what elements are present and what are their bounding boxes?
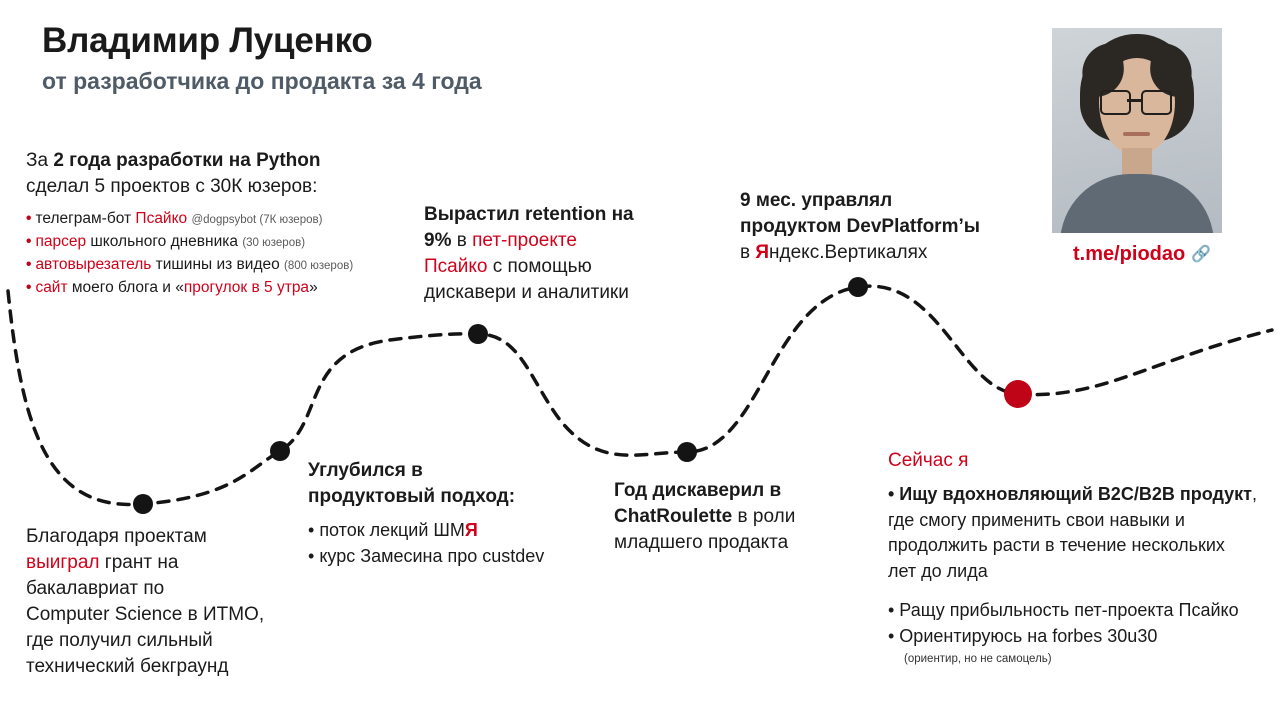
shoulders-shape [1060,174,1214,233]
list-item [26,277,406,300]
devplatform-line-2: продуктом DevPlatform’ы [740,216,980,238]
retention-project: Псайко [424,256,488,278]
now-title: Сейчас я [888,450,969,471]
retention-line-4: дискавери и аналитики [424,282,629,304]
chatroulette-line-3: младшего продакта [614,532,789,554]
item-accent: парсер [35,232,87,250]
block-python [26,148,406,300]
grant-line-6: технический бекграунд [26,656,229,678]
chatroulette-line-2 [614,504,854,530]
page-title: Владимир Луценко [42,21,373,60]
retention-line-3-rest: с помощью [487,256,592,278]
python-line-1-bold: 2 года разработки на Python [53,150,321,171]
item-text: • [308,545,320,566]
timeline-dot [270,441,290,461]
now-item-bold: • Ищу вдохновляющий B2C/B2B продукт [888,484,1252,505]
chatroulette-line-1: Год дискаверил в [614,480,782,501]
bullet-icon: • [26,255,32,273]
bullet-icon: • [26,278,32,296]
avatar [1052,28,1222,233]
item-accent-2: прогулок в 5 утра [183,278,310,296]
grant-line-1: Благодаря проектам [26,526,207,547]
item-text-main: поток лекций ШМ [319,520,465,541]
list-item [888,598,1258,624]
item-accent: Псайко [135,210,188,228]
block-now [888,448,1258,665]
grant-line-4: Computer Science в ИТМО, [26,604,265,626]
timeline-dot [468,324,488,344]
glasses-left-icon [1100,90,1131,115]
page-subtitle: от разработчика до продакта за 4 года [42,67,482,94]
item-text: моего блога и « [67,278,184,296]
item-note: (30 юзеров) [242,236,306,249]
retention-line-2-mid: в [451,230,473,252]
devplatform-line-3-rest: ндекс.Вертикалях [769,242,928,264]
item-text: телеграм-бот [35,210,136,228]
glasses-right-icon [1141,90,1172,115]
item-text: • [308,520,320,541]
devplatform-line-3-lead: в [740,242,756,264]
now-note: (ориентир, но не самоцель) [904,653,1052,666]
now-item-rest: , где смогу применить свои навыки и продолжить расти в течение нескольких лет до лида [888,484,1257,581]
item-note: @dogpsybot (7К юзеров) [191,214,323,227]
retention-accent: пет-проекте [472,230,577,252]
retention-line-2 [424,228,684,254]
item-accent: сайт [35,278,68,296]
telegram-handle: t.me/piodao [1073,243,1186,265]
bullet-icon: • [26,232,32,250]
glasses-bridge-icon [1127,99,1141,102]
python-line-1-lead: За [26,150,54,171]
grant-accent: выиграл [26,552,100,574]
grant-line-5: где получил сильный [26,630,213,652]
timeline-dot-current [1004,380,1032,408]
list-item [26,254,406,277]
retention-percent: 9% [424,230,452,252]
retention-line-1: Вырастил retention на [424,204,634,225]
timeline-dot [133,494,153,514]
list-item [888,482,1258,584]
mouth-shape [1123,132,1150,136]
devplatform-line-3 [740,240,1030,266]
list-item [26,208,406,231]
grant-line-2 [26,550,316,576]
python-line-1 [26,148,406,174]
timeline-dot [677,442,697,462]
item-accent: автовырезатель [35,255,152,273]
chatroulette-line-2-rest: в роли [732,506,796,528]
item-text: тишины из видео [151,255,280,273]
yandex-logo-letter: Я [755,242,770,264]
item-text-end: » [309,278,318,296]
list-item [888,624,1258,650]
list-item [308,544,588,570]
block-grant [26,524,316,680]
approach-line-1: Углубился в [308,460,423,481]
python-line-2: сделал 5 проектов с 30К юзеров: [26,176,318,198]
retention-line-3 [424,254,684,280]
block-chatroulette [614,478,854,556]
item-accent: Я [464,520,478,541]
timeline-dot [848,277,868,297]
item-text-main: курс Замесина про custdev [319,545,545,566]
grant-line-3: бакалавриат по [26,578,165,600]
grant-line-2-rest: грант на [99,552,179,574]
telegram-link[interactable] [1073,243,1211,266]
chatroulette-name: ChatRoulette [614,506,733,528]
approach-line-2: продуктовый подход: [308,486,516,508]
list-item [26,231,406,254]
header [42,22,482,95]
now-item-rest: • Ращу прибыльность пет-проекта Псайко [888,600,1239,621]
block-devplatform [740,188,1030,266]
now-item-rest: • Ориентируюсь на forbes 30u30 [888,625,1158,646]
devplatform-line-1: 9 мес. управлял [740,190,893,211]
block-retention [424,202,684,306]
item-text: школьного дневника [86,232,238,250]
avatar-photo [1052,28,1222,233]
link-icon: 🔗 [1191,246,1212,263]
list-item [308,518,588,544]
bullet-icon: • [26,210,32,228]
block-product-approach [308,458,588,569]
item-note: (800 юзеров) [284,259,354,272]
